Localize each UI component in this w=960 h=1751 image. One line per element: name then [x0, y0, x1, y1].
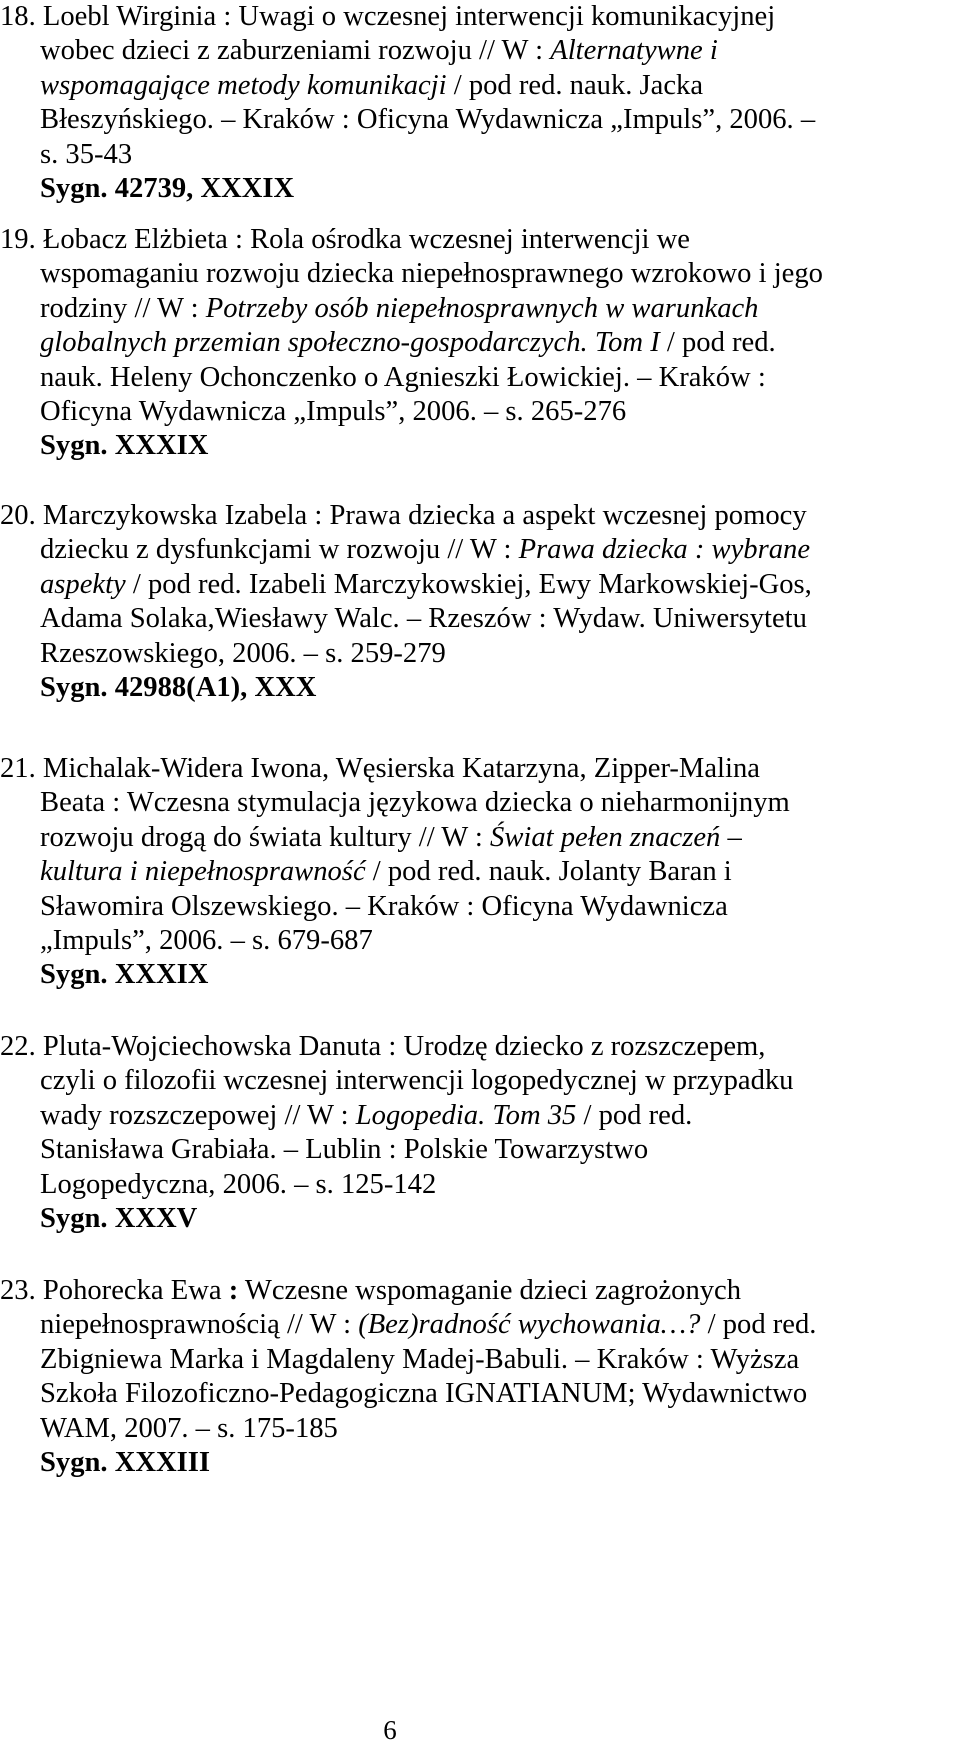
- entry-line: [0, 69, 950, 103]
- entry-line: [0, 223, 950, 257]
- entry-line: [0, 752, 950, 786]
- bibliography-entry-20: [0, 499, 950, 705]
- bold-text: Sygn. XXXIX: [40, 959, 209, 991]
- entry-line: [0, 326, 950, 360]
- entry-line: [0, 821, 950, 855]
- bibliography-entry-19: [0, 223, 950, 464]
- call-number-line: [0, 1202, 950, 1236]
- text-run: wspomaganiu rozwoju dziecka niepełnosprawnego wzrokowo i jego: [40, 258, 823, 290]
- entry-line: [0, 1133, 950, 1167]
- entry-line: [0, 568, 950, 602]
- text-run: 18. Loebl Wirginia : Uwagi o wczesnej interwencji komunikacyjnej: [0, 1, 776, 32]
- entry-line: [0, 1274, 950, 1308]
- text-run: / pod red.: [700, 1309, 817, 1341]
- text-run: Stanisława Grabiała. – Lublin : Polskie Towarzystwo: [40, 1134, 649, 1166]
- text-run: 23. Pohorecka Ewa: [0, 1275, 229, 1306]
- page-number: 6: [383, 1715, 397, 1745]
- bibliography-entry-18: [0, 0, 950, 206]
- entry-line: [0, 786, 950, 820]
- text-run: WAM, 2007. – s. 175-185: [40, 1412, 338, 1444]
- text-run: Oficyna Wydawnicza „Impuls”, 2006. – s. 265-276: [40, 395, 627, 427]
- text-run: niepełnosprawnością // W :: [40, 1309, 359, 1341]
- entry-line: [0, 361, 950, 395]
- text-run: rodziny // W :: [40, 292, 206, 324]
- entry-line: [0, 395, 950, 429]
- entry-line: [0, 1168, 950, 1202]
- entry-line: [0, 602, 950, 636]
- entry-line: [0, 1308, 950, 1342]
- text-run: 19. Łobacz Elżbieta : Rola ośrodka wczesnej interwencji we: [0, 224, 690, 255]
- bold-text: Sygn. 42739, XXXIX: [40, 172, 295, 204]
- text-run: wady rozszczepowej // W :: [40, 1099, 356, 1131]
- text-run: Adama Solaka,Wiesławy Walc. – Rzeszów : Wydaw. Uniwersytetu: [40, 603, 807, 635]
- entry-line: [0, 855, 950, 889]
- italic-text: kultura i niepełnosprawność: [40, 856, 366, 888]
- bold-text: Sygn. 42988(A1), XXX: [40, 671, 317, 703]
- entry-line: [0, 924, 950, 958]
- entry-line: [0, 138, 950, 172]
- text-run: Szkoła Filozoficzno-Pedagogiczna IGNATIANUM; Wydawnictwo: [40, 1378, 808, 1410]
- text-run: 21. Michalak-Widera Iwona, Węsierska Katarzyna, Zipper-Malina: [0, 753, 760, 784]
- text-run: Sławomira Olszewskiego. – Kraków : Oficyna Wydawnicza: [40, 890, 728, 922]
- italic-text: (Bez)radność wychowania…?: [358, 1309, 701, 1341]
- text-run: Beata : Wczesna stymulacja językowa dziecka o nieharmonijnym: [40, 787, 790, 819]
- entry-line: [0, 0, 950, 34]
- italic-text: aspekty: [40, 568, 126, 600]
- italic-text: Potrzeby osób niepełnosprawnych w warunkach: [205, 292, 759, 324]
- text-run: s. 35-43: [40, 138, 133, 170]
- italic-text: Logopedia. Tom 35: [355, 1099, 577, 1131]
- call-number-line: [0, 671, 950, 705]
- text-run: wobec dzieci z zaburzeniami rozwoju // W :: [40, 35, 551, 67]
- text-run: Logopedyczna, 2006. – s. 125-142: [40, 1168, 437, 1200]
- bibliography-entry-22: [0, 1030, 950, 1236]
- text-run: Zbigniewa Marka i Magdaleny Madej-Babuli. – Kraków : Wyższa: [40, 1343, 800, 1375]
- entry-line: [0, 1099, 950, 1133]
- entry-line: [0, 1064, 950, 1098]
- text-run: / pod red. nauk. Jolanty Baran i: [365, 856, 732, 888]
- text-run: / pod red. Izabeli Marczykowskiej, Ewy Markowskiej-Gos,: [125, 568, 812, 600]
- italic-text: Alternatywne i: [550, 35, 718, 67]
- entry-line: [0, 1343, 950, 1377]
- call-number-line: [0, 429, 950, 463]
- text-run: Rzeszowskiego, 2006. – s. 259-279: [40, 637, 446, 669]
- bold-text: :: [228, 1275, 239, 1306]
- italic-text: globalnych przemian społeczno-gospodarczych. Tom I: [40, 327, 660, 359]
- text-run: Błeszyńskiego. – Kraków : Oficyna Wydawnicza „Impuls”, 2006. –: [40, 104, 816, 136]
- entry-line: [0, 1377, 950, 1411]
- entry-line: [0, 1412, 950, 1446]
- text-run: 20. Marczykowska Izabela : Prawa dziecka a aspekt wczesnej pomocy: [0, 500, 807, 531]
- entry-line: [0, 1030, 950, 1064]
- italic-text: Świat pełen znaczeń –: [490, 821, 742, 853]
- italic-text: wspomagające metody komunikacji: [40, 69, 447, 101]
- bibliography-entry-23: [0, 1274, 950, 1480]
- text-run: nauk. Heleny Ochonczenko o Agnieszki Łowickiej. – Kraków :: [40, 361, 766, 393]
- call-number-line: [0, 958, 950, 992]
- bibliography-entry-21: [0, 752, 950, 993]
- entry-line: [0, 103, 950, 137]
- entry-line: [0, 292, 950, 326]
- text-run: dziecku z dysfunkcjami w rozwoju // W :: [40, 534, 519, 566]
- italic-text: Prawa dziecka : wybrane: [518, 534, 811, 566]
- text-run: / pod red.: [576, 1099, 693, 1131]
- entry-line: [0, 257, 950, 291]
- bold-text: Sygn. XXXV: [40, 1202, 198, 1234]
- text-run: 22. Pluta-Wojciechowska Danuta : Urodzę dziecko z rozszczepem,: [0, 1031, 766, 1062]
- entry-line: [0, 533, 950, 567]
- entry-line: [0, 499, 950, 533]
- text-run: / pod red. nauk. Jacka: [446, 69, 704, 101]
- call-number-line: [0, 1446, 950, 1480]
- text-run: czyli o filozofii wczesnej interwencji logopedycznej w przypadku: [40, 1065, 794, 1097]
- entry-line: [0, 637, 950, 671]
- text-run: Wczesne wspomaganie dzieci zagrożonych: [238, 1275, 742, 1306]
- call-number-line: [0, 172, 950, 206]
- text-run: / pod red.: [659, 327, 776, 359]
- bold-text: Sygn. XXXIII: [40, 1446, 211, 1478]
- entry-line: [0, 34, 950, 68]
- bold-text: Sygn. XXXIX: [40, 430, 209, 462]
- text-run: rozwoju drogą do świata kultury // W :: [40, 821, 491, 853]
- text-run: „Impuls”, 2006. – s. 679-687: [40, 924, 373, 956]
- entry-line: [0, 890, 950, 924]
